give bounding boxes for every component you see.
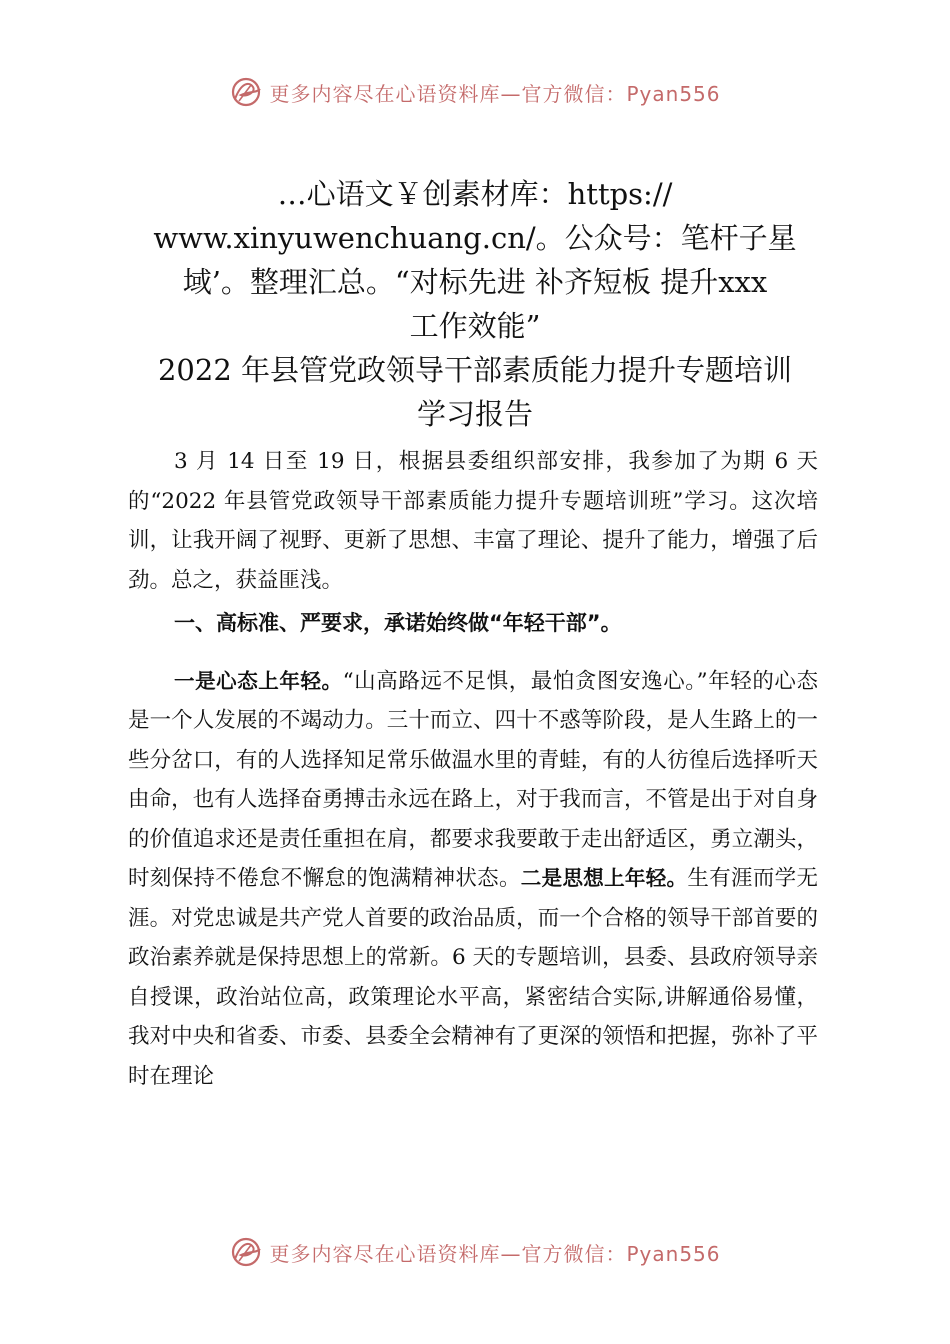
title-line-2: www.xinyuwenchuang.cn/。公众号：笔杆子星 <box>153 221 797 255</box>
page-title <box>120 172 830 436</box>
title-line-5: 2022 年县管党政领导干部素质能力提升专题培训 <box>157 353 793 387</box>
point-2-label: 二是思想上年轻。 <box>520 866 688 890</box>
watermark-text: 更多内容尽在心语资料库—官方微信：Pyan556 <box>269 1241 721 1266</box>
point-2-text: 生有涯而学无涯。对党忠诚是共产党人首要的政治品质，而一个合格的领导干部首要的政治素养就是保持思想上的常新。6 天的专题培训，县委、县政府领导亲自授课，政治站位高，政策理论水平高，紧密结合实际,讲解通俗易懂，我对中央和省委、市委、县委全会精神有了更深的领悟和把握，弥补了平时在理论 <box>128 866 818 1089</box>
point-1-text: “山高路远不足惧，最怕贪图安逸心。”年轻的心态是一个人发展的不竭动力。三十而立、四十不惑等阶段，是人生路上的一些分岔口，有的人选择知足常乐做温水里的青蛙，有的人彷徨后选择听天由命，也有人选择奋勇搏击永远在路上，对于我而言，不管是出于对自身的价值追求还是责任重担在肩，都要求我要敢于走出舒适区，勇立潮头，时刻保持不倦怠不懈怠的饱满精神状态。 <box>128 668 818 891</box>
point-1-label: 一是心态上年轻。 <box>174 668 343 693</box>
section-1-paragraph <box>128 662 818 1097</box>
title-line-1: …心语文￥创素材库：https:// <box>277 177 673 211</box>
signature-logo-icon <box>229 1235 263 1269</box>
title-line-3: 域’。整理汇总。“对标先进 补齐短板 提升xxx <box>182 265 768 299</box>
document-body <box>128 442 818 1096</box>
header-watermark <box>0 72 950 112</box>
title-line-6: 学习报告 <box>416 397 533 431</box>
watermark-text: 更多内容尽在心语资料库—官方微信：Pyan556 <box>269 81 721 106</box>
section-heading-1: 一、高标准、严要求，承诺始终做“年轻干部”。 <box>174 611 622 635</box>
title-line-4: 工作效能” <box>409 309 541 343</box>
footer-watermark <box>0 1232 950 1272</box>
signature-logo-icon <box>229 75 263 109</box>
intro-paragraph: 3 月 14 日至 19 日，根据县委组织部安排，我参加了为期 6 天的“2022 年县管党政领导干部素质能力提升专题培训班”学习。这次培训，让我开阔了视野、更新了思想、丰富了理论、提升了能力，增强了后劲。总之，获益匪浅。 <box>128 449 818 593</box>
